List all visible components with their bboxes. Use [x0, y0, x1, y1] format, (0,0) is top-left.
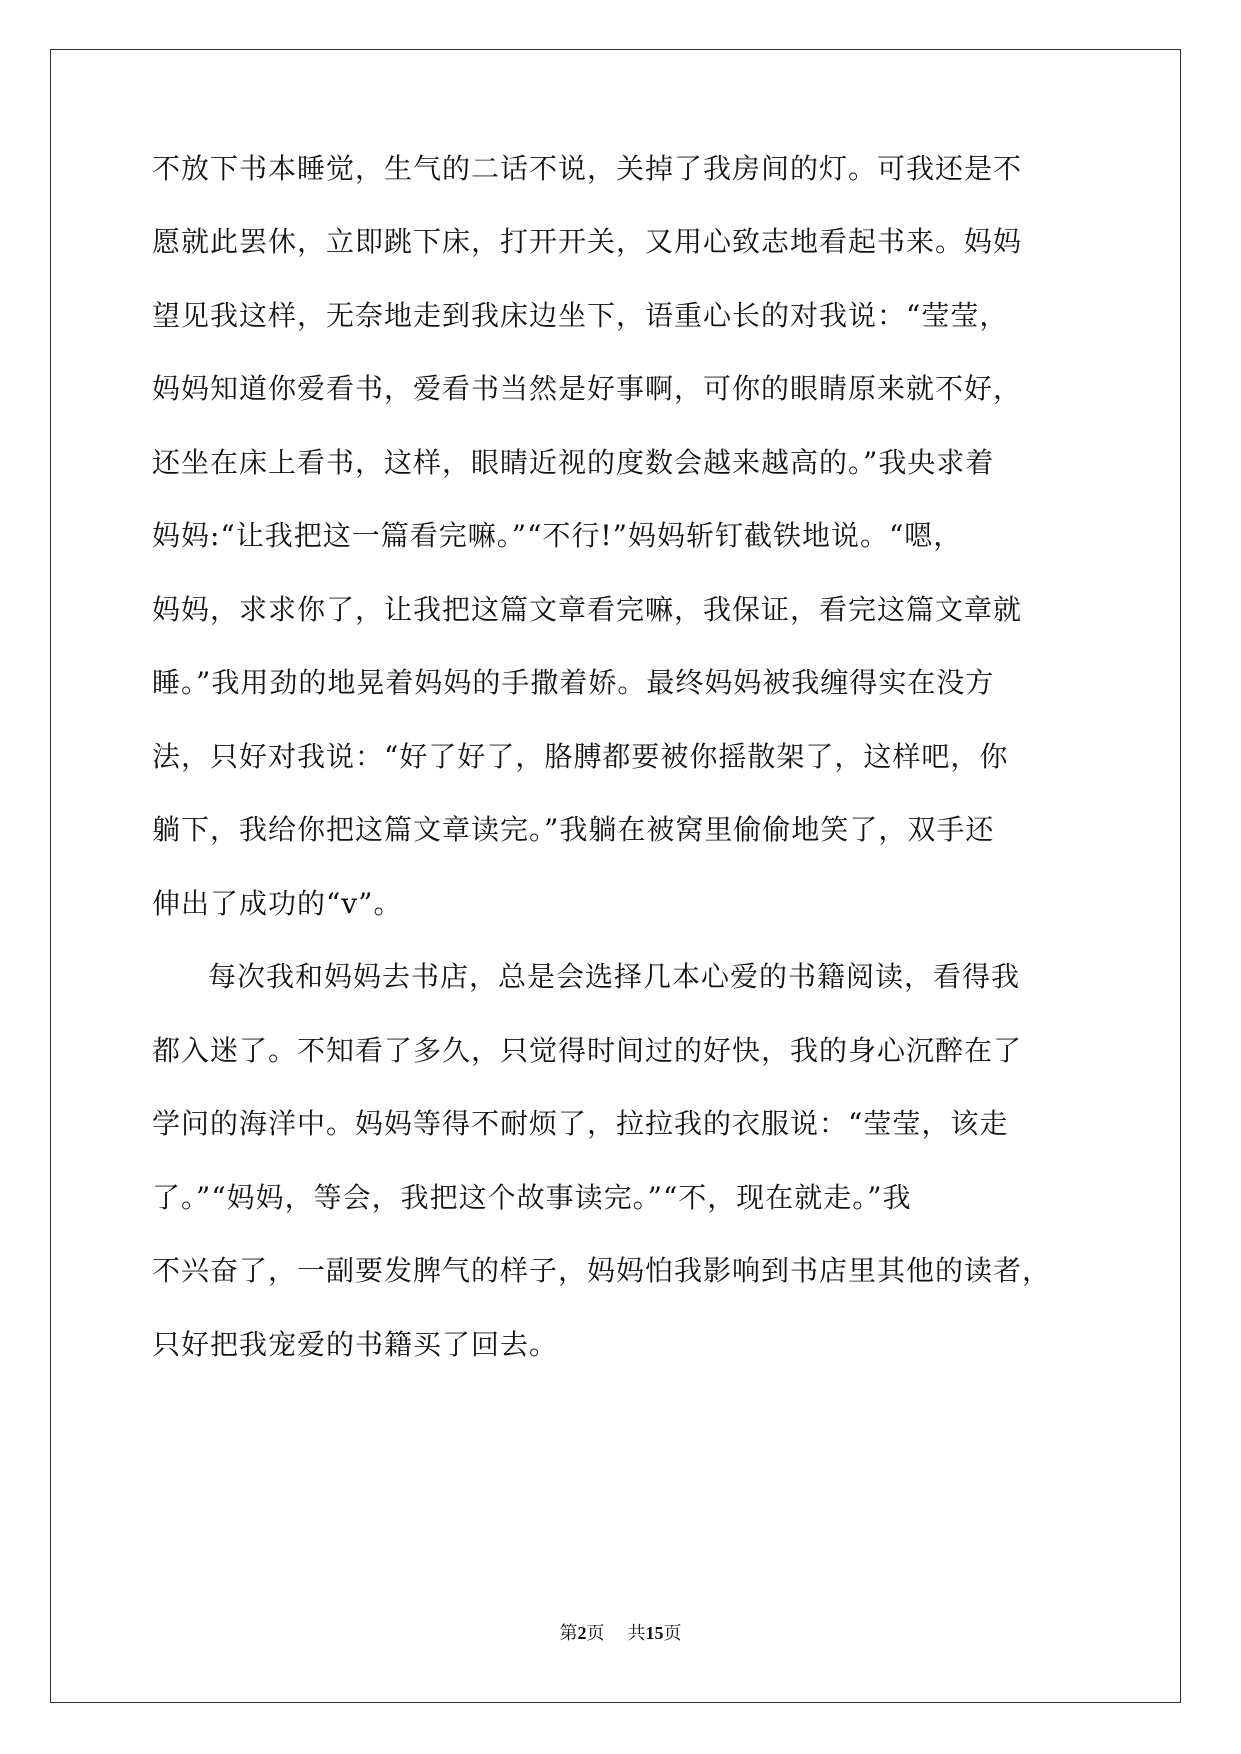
text-line: 睡。”我用劲的地晃着妈妈的手撒着娇。最终妈妈被我缠得实在没方	[152, 666, 995, 699]
text-line: 愿就此罢休，立即跳下床，打开开关，又用心致志地看起书来。妈妈	[152, 225, 1023, 258]
text-line: 望见我这样，无奈地走到我床边坐下，语重心长的对我说：“莹莹，	[152, 299, 1009, 332]
text-line: 妈妈:“让我把这一篇看完嘛。”“不行!”妈妈斩钉截铁地说。“嗯，	[152, 519, 963, 552]
page-footer	[0, 1621, 1241, 1646]
total-pages: 15	[645, 1623, 664, 1643]
text-line: 妈妈，求求你了，让我把这篇文章看完嘛，我保证，看完这篇文章就	[152, 593, 1023, 626]
text-line: 只好把我宠爱的书籍买了回去。	[152, 1328, 559, 1361]
text-line: 不兴奋了，一副要发脾气的样子，妈妈怕我影响到书店里其他的读者，	[152, 1254, 1052, 1287]
text-line: 还坐在床上看书，这样，眼睛近视的度数会越来越高的。”我央求着	[152, 446, 995, 479]
footer-page-suffix: 页	[586, 1623, 605, 1644]
text-line: 伸出了成功的“v”。	[152, 887, 403, 920]
text-line: 躺下，我给你把这篇文章读完。”我躺在被窝里偷偷地笑了，双手还	[152, 813, 995, 846]
text-line: 都入迷了。不知看了多久，只觉得时间过的好快，我的身心沉醉在了	[152, 1034, 1023, 1067]
page-number: 2	[577, 1623, 587, 1643]
text-line: 了。”“妈妈，等会，我把这个故事读完。”“不，现在就走。”我	[152, 1181, 912, 1214]
text-line: 妈妈知道你爱看书，爱看书当然是好事啊，可你的眼睛原来就不好，	[152, 372, 1023, 405]
text-line: 法，只好对我说：“好了好了，胳膊都要被你摇散架了，这样吧，你	[152, 740, 1009, 773]
text-line: 每次我和妈妈去书店，总是会选择几本心爱的书籍阅读，看得我	[208, 960, 1021, 993]
footer-total-suffix: 页	[663, 1623, 682, 1644]
text-line: 不放下书本睡觉，生气的二话不说，关掉了我房间的灯。可我还是不	[152, 152, 1023, 185]
footer-total-prefix: 共	[627, 1623, 646, 1644]
text-line: 学问的海洋中。妈妈等得不耐烦了，拉拉我的衣服说：“莹莹，该走	[152, 1107, 1009, 1140]
footer-prefix: 第	[559, 1623, 578, 1644]
